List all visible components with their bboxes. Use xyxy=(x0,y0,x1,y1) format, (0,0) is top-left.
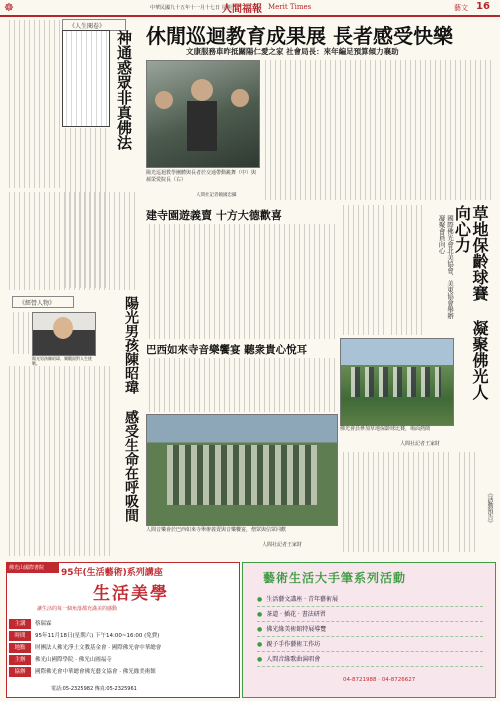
ad-right-fax: 04-8726627 xyxy=(381,677,416,683)
ad-right-contact: 04-8721988 · 04-8726627 xyxy=(343,677,416,683)
ad-left-row xyxy=(9,643,235,654)
main-story-photo xyxy=(146,60,260,168)
buddhist-story-text xyxy=(146,224,336,339)
ad-right-item xyxy=(257,653,483,667)
ad-left-row-value: 國際佛光會中華總會佛光藝文協會 · 佛光緣美術館 xyxy=(35,669,156,675)
middle-text-column xyxy=(340,205,384,335)
column-portrait-text xyxy=(6,366,110,556)
brazil-story-text xyxy=(146,358,336,412)
ad-left-row xyxy=(9,619,235,630)
portrait-photo-caption: 陽光男孩陳昭瑋，樂觀面對人生挑戰。 xyxy=(32,356,92,366)
paper-english-name: Merit Times xyxy=(268,3,312,11)
ad-left-row xyxy=(9,655,235,666)
golf-story-headline: 草地保齡球賽 凝聚佛光人向心力 xyxy=(452,205,489,400)
main-story-photo-caption: 陽光巡迴教學團體與長者於交通帶動跳舞（中）與郝榮愛院長（右） xyxy=(146,170,257,183)
ad-right-title: 藝術生活大手筆系列活動 xyxy=(263,571,407,585)
ad-right-item-text: 佛光緣美術館特展導覽 xyxy=(266,626,327,633)
ad-left-title: 生活美學 xyxy=(93,584,169,604)
ad-right-item xyxy=(257,608,483,622)
column-left-text-top xyxy=(6,20,60,188)
column-left-headline: 神通惑眾非真佛法 xyxy=(115,30,133,150)
ad-left-row-label: 主辦 xyxy=(9,655,31,665)
ad-right-item-bullet: ● xyxy=(257,656,263,663)
column-portrait-tag: 《經營人物》 xyxy=(19,300,56,307)
ad-right-item-bullet: ● xyxy=(257,611,263,618)
section-name: 藝文 xyxy=(454,4,468,12)
ad-right-item-text: 人間音緣歌曲演唱會 xyxy=(266,656,321,663)
ad-left-banner: 佛光山國際書院 xyxy=(7,563,59,573)
ad-left-row-value: 蔡瑞霖 xyxy=(35,621,52,627)
brazil-story-headline: 巴西如來寺音樂饗宴 聽衆貴心悅耳 xyxy=(146,344,308,356)
column-left-text-bottom xyxy=(6,192,136,290)
lotus-logo-icon: ☸ xyxy=(4,1,14,14)
brazil-story-photo-caption: 人間音樂會於巴西如來寺舉辦義賣與音樂饗宴，僧眾與信眾同歡 xyxy=(146,527,287,533)
ad-left-row-value: 財團法人佛光淨土文教基金會 · 國際佛光會中華總會 xyxy=(35,645,162,651)
main-story-text xyxy=(262,60,492,200)
column-left-tag: 《人生閱卷》 xyxy=(69,23,106,30)
golf-story-text xyxy=(388,205,426,335)
ad-left-series: 95年(生活藝術)系列講座 xyxy=(61,568,163,578)
main-story-headline: 休閒巡迴教育成果展 長者感受快樂 xyxy=(146,24,453,48)
ad-left-row-label: 時間 xyxy=(9,631,31,641)
ad-left xyxy=(6,562,240,698)
ad-right-item xyxy=(257,638,483,652)
ad-right-item-text: 生活藝文講座 ‧ 青年藝術展 xyxy=(266,596,338,603)
ad-left-slogan: 讓生活的每一個角落都充滿美的感動 xyxy=(37,606,118,612)
ad-left-rows xyxy=(9,619,235,683)
ad-left-phone: 電話:05-2325982 傳真:05-2325961 xyxy=(51,686,137,692)
main-story-photo-credit: 人間社記者賴國忠攝 xyxy=(196,193,237,198)
ad-left-row-value: 佛光山國際學院 · 佛光山圓福寺 xyxy=(35,657,112,663)
ad-left-row-label: 主講 xyxy=(9,619,31,629)
ad-right-items xyxy=(257,593,483,673)
ad-left-row-label: 協辦 xyxy=(9,667,31,677)
golf-story-photo-caption: 佛光會員參加草地保齡球比賽，場面熱鬧 xyxy=(340,426,431,432)
brazil-story-photo xyxy=(146,414,338,526)
event-notice-tag: 《活動預告》 xyxy=(486,490,493,526)
ad-left-row xyxy=(9,667,235,678)
column-portrait-tag-box xyxy=(12,296,74,308)
ad-right-item-bullet: ● xyxy=(257,596,263,603)
page-number: 16 xyxy=(476,1,490,12)
ad-left-row-value: 95年11月18日(星期六) 下午14:00~16:00 (免費) xyxy=(35,633,160,639)
column-left-quote-box xyxy=(62,30,110,127)
ad-left-row-label: 地點 xyxy=(9,643,31,653)
column-portrait-headline: 陽光男孩陳昭瑋 感受生命在呼吸間 xyxy=(123,296,139,522)
buddhist-story-headline: 建寺園遊義賣 十方大德歡喜 xyxy=(146,209,282,222)
ad-right-phone: 04-8721988 xyxy=(343,677,377,683)
main-story-subhead: 文康服務車昨抵關陽仁愛之家 社會局長：來年編足預算傾力襄助 xyxy=(186,47,399,56)
masthead xyxy=(0,0,500,17)
event-notice-text xyxy=(456,452,476,552)
ad-right-item xyxy=(257,593,483,607)
golf-story-photo-credit: 人間社記者王家財 xyxy=(400,441,441,447)
ad-right xyxy=(242,562,496,698)
issue-date: 中華民國九十五年十一月十七日 星期五 xyxy=(150,5,237,11)
ad-right-item-bullet: ● xyxy=(257,641,263,648)
ad-right-item-text: 親子手作藝術工作坊 xyxy=(266,641,321,648)
portrait-photo xyxy=(32,312,96,356)
brazil-story-photo-credit: 人間社記者王家財 xyxy=(262,542,303,548)
ad-right-item xyxy=(257,623,483,637)
ad-right-item-text: 茶道 ‧ 插花 ‧ 書法研習 xyxy=(266,611,326,618)
golf-story-subhead: 國際佛光會北美協會、美東協會舉辦 凝聚會員向心 xyxy=(437,215,454,319)
portrait-caption-side xyxy=(10,312,30,354)
ad-left-row xyxy=(9,631,235,642)
golf-text-lower xyxy=(340,452,452,552)
paper-name: 人間福報 xyxy=(222,4,262,15)
golf-story-photo xyxy=(340,338,454,426)
ad-right-item-bullet: ● xyxy=(257,626,263,633)
